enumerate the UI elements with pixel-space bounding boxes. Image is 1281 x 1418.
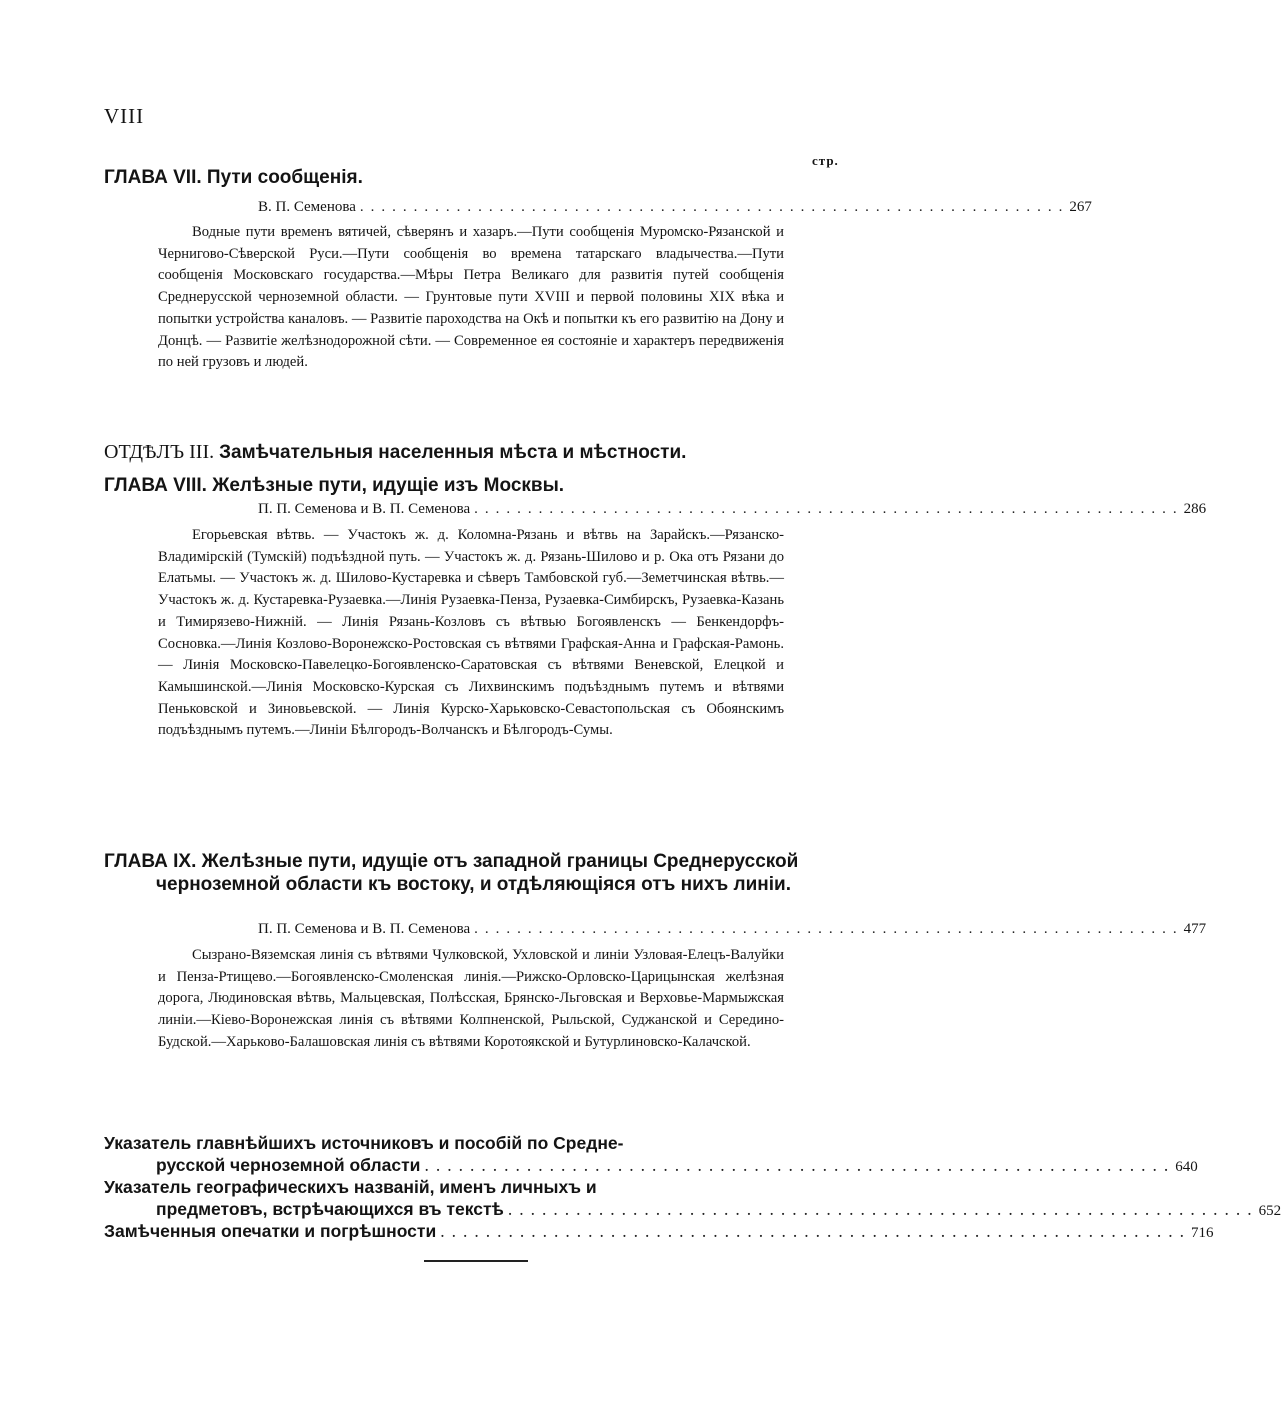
dot-leader: ..................................................................: [474, 921, 1184, 937]
chapter-8-author: П. П. Семенова и В. П. Семенова: [258, 501, 471, 517]
chapter-9-author: П. П. Семенова и В. П. Семенова: [258, 921, 471, 937]
errata-title: Замѣченныя опечатки и погрѣшности: [104, 1221, 437, 1241]
index-sources-line-2: русской черноземной области: [156, 1155, 421, 1175]
page-number: VIII: [104, 104, 145, 128]
chapter-9-title: ГЛАВА IX. Желѣзные пути, идущіе отъ западной границы Среднерусской черноземной области къ востоку, и отдѣляющіяся отъ нихъ линіи.: [104, 851, 799, 895]
dot-leader: ..................................................................: [507, 1199, 1259, 1219]
index-sources-page: 640: [1175, 1159, 1198, 1175]
dot-leader: ..................................................................: [359, 199, 1070, 215]
index-names-line-2: предметовъ, встрѣчающихся въ текстѣ: [156, 1199, 504, 1219]
index-sources-line-2-row: [104, 1154, 1198, 1178]
chapter-8-page: 286: [1183, 501, 1207, 517]
closing-rule: [424, 1260, 528, 1262]
chapter-9-page: 477: [1183, 921, 1207, 937]
index-names-line-1: Указатель географическихъ названій, именъ личныхъ и: [104, 1177, 597, 1197]
errata-page: 716: [1190, 1225, 1214, 1241]
index-names-page: 652: [1258, 1203, 1281, 1219]
index-sources-entry: [104, 1132, 1198, 1178]
page-column-label: стр.: [812, 153, 839, 168]
chapter-7-title: ГЛАВА VII. Пути сообщенія.: [104, 167, 363, 188]
department-heading: [104, 441, 854, 464]
dot-leader: ..................................................................: [440, 1221, 1191, 1241]
chapter-9-author-row: [140, 921, 1207, 938]
dot-leader: ..................................................................: [424, 1155, 1176, 1175]
errata-row: [104, 1220, 1214, 1244]
errata-entry: [104, 1220, 1214, 1244]
dot-leader: ..................................................................: [474, 501, 1184, 517]
chapter-7-page: 267: [1069, 199, 1092, 215]
chapter-7-summary: Водные пути временъ вятичей, сѣверянъ и хазаръ.—Пути сообщенія Муромско-Рязанской и Чернигово-Сѣверской Руси.—Пути сообщенія во времена татарскаго владычества.—Пути сообщенія Московскаго государства.—Мѣры Петра Великаго для развитія путей сообщенія Среднерусской черноземной области. — Грунтовые пути XVIII и первой половины XIX вѣка и попытки устройства каналовъ. — Развитіе пароходства на Окѣ и попытки къ его развитію на Дону и Донцѣ. — Развитіе желѣзнодорожной сѣти. — Современное ея состояніе и характеръ передвиженія по ней грузовъ и людей.: [158, 224, 784, 371]
chapter-8-title: ГЛАВА VIII. Желѣзные пути, идущіе изъ Москвы.: [104, 475, 565, 496]
chapter-8-author-row: [140, 501, 1207, 518]
chapter-7-author: В. П. Семенова: [258, 199, 356, 215]
chapter-9-summary: Сызрано-Вяземская линія съ вѣтвями Чулковской, Ухловской и линіи Узловая-Елецъ-Валуйки и Пенза-Ртищево.—Богоявленско-Смоленская линія.—Рижско-Орловско-Царицынская желѣзная дорога, Людиновская вѣтвь, Мальцевская, Полѣсская, Брянско-Льговская и Верховье-Мармыжская линіи.—Кіево-Воронежская линія съ вѣтвями Колпненской, Рыльской, Суджанской и Середино-Будской.—Харьково-Балашовская линія съ вѣтвями Коротоякской и Бутурлиновско-Калачской.: [158, 947, 784, 1050]
department-title: Замѣчательныя населенныя мѣста и мѣстности.: [219, 442, 687, 463]
chapter-7-author-row: [140, 199, 1092, 216]
department-prefix: ОТДѢЛЪ III.: [104, 441, 215, 463]
index-names-line-2-row: [104, 1198, 1281, 1222]
index-names-entry: [104, 1176, 1281, 1222]
chapter-8-summary: Егорьевская вѣтвь. — Участокъ ж. д. Коломна-Рязань и вѣтвь на Зарайскъ.—Рязанско-Владимірскій (Тумскій) подъѣздной путь. — Участокъ ж. д. Рязань-Шилово и р. Ока отъ Рязани до Елатьмы. — Участокъ ж. д. Шилово-Кустаревка и сѣверъ Тамбовской губ.—Земетчинская вѣтвь.—Участокъ ж. д. Кустаревка-Рузаевка.—Линія Рузаевка-Пенза, Рузаевка-Симбирскъ, Рузаевка-Казань и Тимирязево-Нижній. — Линія Рязань-Козловъ съ вѣтвью Богоявленскъ — Бенкендорфъ-Сосновка.—Линія Козлово-Воронежско-Ростовская съ вѣтвями Графская-Анна и Графская-Рамонь. — Линія Московско-Павелецко-Богоявленско-Саратовская съ вѣтвями Веневской, Елецкой и Камышинской.—Линія Московско-Курская съ Лихвинскимъ подъѣзднымъ путемъ и вѣтвями Пеньковской и Зиновьевской. — Линія Курско-Харьковско-Севастопольская съ Обоянскимъ подъѣзднымъ путемъ.—Линіи Бѣлгородъ-Волчанскъ и Бѣлгородъ-Сумы.: [158, 527, 784, 739]
index-sources-line-1: Указатель главнѣйшихъ источниковъ и пособій по Средне-: [104, 1133, 624, 1153]
